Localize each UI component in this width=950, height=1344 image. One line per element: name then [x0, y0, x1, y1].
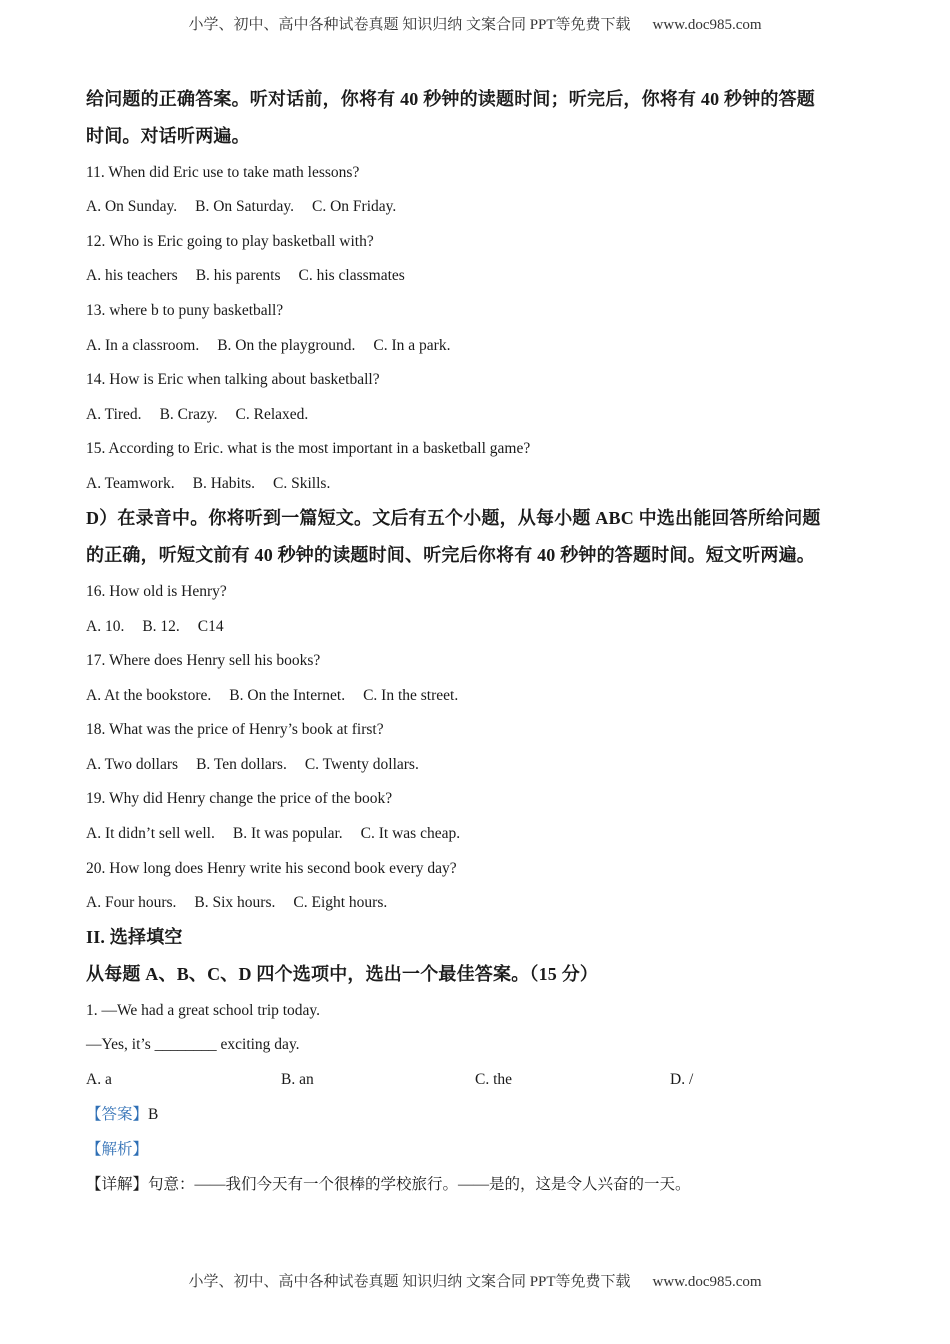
question-11: 11. When did Eric use to take math lessons? [86, 164, 360, 181]
options-17 [86, 686, 458, 706]
option-1-a: A. a [86, 1071, 112, 1088]
option-16-a: A. 10. [86, 618, 125, 635]
option-19-a: A. It didn’t sell well. [86, 825, 215, 842]
option-16-b: B. 12. [142, 618, 180, 635]
header-url[interactable]: www.doc985.com [652, 17, 762, 33]
option-15-a: A. Teamwork. [86, 475, 175, 492]
option-11-c: C. On Friday. [312, 198, 397, 215]
options-14 [86, 405, 308, 425]
option-19-b: B. It was popular. [232, 825, 343, 842]
page-header [0, 13, 950, 34]
options-19 [86, 824, 460, 844]
options-13 [86, 336, 450, 356]
option-1-d: D. / [670, 1071, 694, 1088]
options-20 [86, 893, 387, 913]
answer-value: B [148, 1106, 159, 1123]
option-17-a: A. At the bookstore. [86, 687, 212, 704]
option-18-a: A. Two dollars [86, 756, 179, 773]
page-footer [0, 1270, 950, 1291]
analysis-label: 【解析】 [86, 1141, 149, 1158]
section-c-instruction-line1: 给问题的正确答案。听对话前，你将有 40 秒钟的读题时间；听完后，你将有 40 秒钟的答题 [86, 89, 815, 109]
header-text: 小学、初中、高中各种试卷真题 知识归纳 文案合同 PPT等免费下载 [188, 17, 631, 33]
option-14-b: B. Crazy. [159, 406, 218, 423]
option-12-b: B. his parents [195, 267, 281, 284]
answer-line [86, 1105, 158, 1125]
option-11-b: B. On Saturday. [195, 198, 295, 215]
part2-question-1-options [86, 1070, 866, 1090]
question-12: 12. Who is Eric going to play basketball with? [86, 233, 374, 250]
footer-text: 小学、初中、高中各种试卷真题 知识归纳 文案合同 PPT等免费下载 [188, 1274, 631, 1290]
option-20-b: B. Six hours. [194, 894, 276, 911]
part2-title: II. 选择填空 [86, 927, 183, 947]
options-16 [86, 617, 224, 637]
section-d-instruction-line2: 的正确，听短文前有 40 秒钟的读题时间、听完后你将有 40 秒钟的答题时间。短文听两遍。 [86, 545, 815, 565]
option-13-b: B. On the playground. [217, 337, 356, 354]
option-14-a: A. Tired. [86, 406, 142, 423]
option-12-a: A. his teachers [86, 267, 178, 284]
option-20-c: C. Eight hours. [293, 894, 388, 911]
part2-instruction: 从每题 A、B、C、D 四个选项中，选出一个最佳答案。（15 分） [86, 964, 599, 984]
question-17: 17. Where does Henry sell his books? [86, 652, 321, 669]
question-15: 15. According to Eric. what is the most important in a basketball game? [86, 440, 531, 457]
question-19: 19. Why did Henry change the price of the book? [86, 790, 393, 807]
option-17-c: C. In the street. [363, 687, 459, 704]
option-15-c: C. Skills. [273, 475, 331, 492]
option-1-c: C. the [475, 1071, 513, 1088]
option-15-b: B. Habits. [192, 475, 256, 492]
option-16-c: C14 [197, 618, 224, 635]
option-18-b: B. Ten dollars. [196, 756, 287, 773]
option-19-c: C. It was cheap. [360, 825, 461, 842]
options-11 [86, 197, 396, 217]
options-12 [86, 266, 405, 286]
question-13: 13. where b to puny basketball? [86, 302, 284, 319]
question-20: 20. How long does Henry write his second book every day? [86, 860, 457, 877]
option-12-c: C. his classmates [298, 267, 405, 284]
question-16: 16. How old is Henry? [86, 583, 227, 600]
options-15 [86, 474, 330, 494]
option-14-c: C. Relaxed. [235, 406, 309, 423]
question-18: 18. What was the price of Henry’s book at first? [86, 721, 384, 738]
option-13-c: C. In a park. [373, 337, 451, 354]
section-d-instruction-line1: D）在录音中。你将听到一篇短文。文后有五个小题，从每小题 ABC 中选出能回答所给问题 [86, 508, 821, 528]
part2-question-1-line1: 1. —We had a great school trip today. [86, 1002, 321, 1019]
option-18-c: C. Twenty dollars. [304, 756, 419, 773]
footer-url[interactable]: www.doc985.com [652, 1274, 762, 1290]
option-1-b: B. an [281, 1071, 314, 1088]
section-c-instruction-line2: 时间。对话听两遍。 [86, 126, 250, 146]
question-14: 14. How is Eric when talking about basketball? [86, 371, 380, 388]
option-13-a: A. In a classroom. [86, 337, 200, 354]
part2-question-1-line2: —Yes, it’s ________ exciting day. [86, 1036, 300, 1053]
option-11-a: A. On Sunday. [86, 198, 178, 215]
detail-explanation: 【详解】句意：——我们今天有一个很棒的学校旅行。——是的，这是令人兴奋的一天。 [86, 1176, 691, 1193]
option-20-a: A. Four hours. [86, 894, 177, 911]
answer-label: 【答案】 [86, 1106, 149, 1123]
option-17-b: B. On the Internet. [229, 687, 346, 704]
options-18 [86, 755, 419, 775]
